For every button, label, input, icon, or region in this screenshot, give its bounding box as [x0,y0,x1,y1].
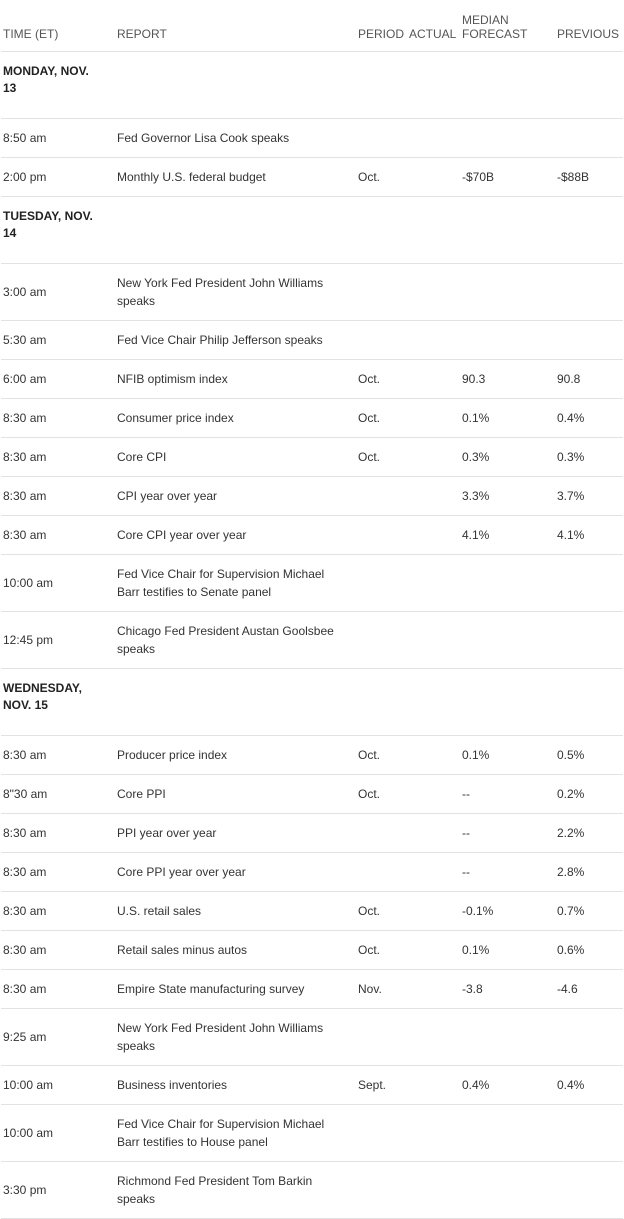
day-row-spacer [356,52,407,119]
cell-actual [407,438,460,477]
cell-period: Oct. [356,158,407,197]
cell-actual [407,775,460,814]
header-period: PERIOD [356,0,407,52]
cell-period [356,814,407,853]
cell-time: 8:30 am [1,931,115,970]
cell-period [356,1162,407,1219]
cell-report: Core PPI year over year [115,853,356,892]
cell-period [356,555,407,612]
cell-forecast [460,321,555,360]
cell-report: New York Fed President John Williams speaks [115,264,356,321]
cell-forecast: 0.1% [460,736,555,775]
cell-period: Sept. [356,1066,407,1105]
cell-previous [555,321,623,360]
cell-forecast: 4.1% [460,516,555,555]
cell-forecast: -3.8 [460,970,555,1009]
cell-period [356,1009,407,1066]
cell-actual [407,612,460,669]
cell-previous: 0.5% [555,736,623,775]
table-row [1,399,623,438]
cell-previous: 0.4% [555,1066,623,1105]
cell-previous: 0.3% [555,438,623,477]
table-row [1,1009,623,1066]
cell-actual [407,477,460,516]
day-row-spacer [356,669,407,736]
table-row [1,1105,623,1162]
table-row [1,931,623,970]
cell-period [356,477,407,516]
cell-period [356,1105,407,1162]
header-previous: PREVIOUS [555,0,623,52]
cell-time: 10:00 am [1,555,115,612]
cell-time: 10:00 am [1,1066,115,1105]
cell-forecast [460,1105,555,1162]
table-row [1,119,623,158]
cell-forecast: 0.4% [460,1066,555,1105]
cell-report: Core PPI [115,775,356,814]
cell-actual [407,736,460,775]
cell-actual [407,516,460,555]
day-row-spacer [555,52,623,119]
cell-forecast: -- [460,853,555,892]
day-label: WEDNESDAY, NOV. 15 [1,669,115,736]
header-row [1,0,623,52]
cell-actual [407,1162,460,1219]
cell-report: U.S. retail sales [115,892,356,931]
cell-time: 8:30 am [1,853,115,892]
cell-period [356,264,407,321]
header-median-forecast [460,0,555,52]
day-label: TUESDAY, NOV. 14 [1,197,115,264]
table-row [1,1066,623,1105]
day-row-spacer [407,669,460,736]
day-row-spacer [555,197,623,264]
cell-time: 8:30 am [1,814,115,853]
cell-period [356,321,407,360]
day-row-spacer [115,52,356,119]
day-row-spacer [460,52,555,119]
cell-forecast [460,1162,555,1219]
cell-previous [555,612,623,669]
cell-actual [407,892,460,931]
day-header-row [1,197,623,264]
cell-forecast: 0.3% [460,438,555,477]
cell-time: 8:30 am [1,438,115,477]
table-header [1,0,623,52]
cell-report: Richmond Fed President Tom Barkin speaks [115,1162,356,1219]
cell-report: Fed Vice Chair for Supervision Michael Barr testifies to House panel [115,1105,356,1162]
cell-time: 8:30 am [1,516,115,555]
cell-report: Producer price index [115,736,356,775]
cell-period [356,612,407,669]
day-row-spacer [407,197,460,264]
cell-report: Core CPI year over year [115,516,356,555]
header-forecast-line2: FORECAST [462,27,528,41]
cell-actual [407,555,460,612]
cell-period [356,853,407,892]
day-row-spacer [555,669,623,736]
cell-report: Empire State manufacturing survey [115,970,356,1009]
cell-forecast [460,612,555,669]
table-row [1,1162,623,1219]
cell-forecast: -- [460,814,555,853]
cell-time: 9:25 am [1,1009,115,1066]
cell-time: 8:30 am [1,736,115,775]
cell-report: Chicago Fed President Austan Goolsbee speaks [115,612,356,669]
cell-forecast: -$70B [460,158,555,197]
cell-previous [555,264,623,321]
cell-report: PPI year over year [115,814,356,853]
day-row-spacer [115,197,356,264]
cell-forecast [460,119,555,158]
cell-time: 3:00 am [1,264,115,321]
cell-time: 2:00 pm [1,158,115,197]
cell-previous [555,1105,623,1162]
day-row-spacer [407,52,460,119]
cell-actual [407,1105,460,1162]
day-row-spacer [115,669,356,736]
cell-time: 8:30 am [1,399,115,438]
cell-period: Oct. [356,892,407,931]
header-report: REPORT [115,0,356,52]
cell-actual [407,931,460,970]
cell-previous: 0.6% [555,931,623,970]
cell-actual [407,970,460,1009]
cell-previous [555,555,623,612]
day-row-spacer [356,197,407,264]
cell-previous: 0.2% [555,775,623,814]
cell-report: Business inventories [115,1066,356,1105]
cell-time: 8:30 am [1,477,115,516]
table-row [1,775,623,814]
cell-actual [407,1066,460,1105]
table-row [1,158,623,197]
cell-time: 8"30 am [1,775,115,814]
table-row [1,264,623,321]
table-row [1,516,623,555]
header-actual: ACTUAL [407,0,460,52]
cell-previous: 2.8% [555,853,623,892]
day-header-row [1,669,623,736]
cell-previous [555,1162,623,1219]
cell-forecast: 0.1% [460,931,555,970]
day-header-row [1,52,623,119]
cell-forecast: 0.1% [460,399,555,438]
cell-period: Oct. [356,736,407,775]
cell-report: Fed Governor Lisa Cook speaks [115,119,356,158]
cell-actual [407,264,460,321]
cell-forecast [460,264,555,321]
cell-forecast: 3.3% [460,477,555,516]
cell-previous: 2.2% [555,814,623,853]
cell-time: 8:30 am [1,970,115,1009]
day-label: MONDAY, NOV. 13 [1,52,115,119]
cell-previous: -$88B [555,158,623,197]
cell-previous [555,1009,623,1066]
cell-actual [407,399,460,438]
header-forecast-line1: MEDIAN [462,13,509,27]
cell-actual [407,1009,460,1066]
table-row [1,853,623,892]
cell-actual [407,119,460,158]
cell-report: Retail sales minus autos [115,931,356,970]
cell-period: Oct. [356,775,407,814]
cell-time: 3:30 pm [1,1162,115,1219]
cell-time: 12:45 pm [1,612,115,669]
cell-period: Oct. [356,399,407,438]
cell-actual [407,158,460,197]
economic-calendar-table [1,0,623,1219]
cell-previous [555,119,623,158]
cell-period: Oct. [356,931,407,970]
cell-previous: 4.1% [555,516,623,555]
cell-report: Core CPI [115,438,356,477]
table-row [1,612,623,669]
table-row [1,892,623,931]
table-row [1,970,623,1009]
cell-previous: 3.7% [555,477,623,516]
cell-period: Oct. [356,360,407,399]
cell-actual [407,360,460,399]
cell-forecast: 90.3 [460,360,555,399]
cell-forecast: -- [460,775,555,814]
cell-time: 8:50 am [1,119,115,158]
cell-report: CPI year over year [115,477,356,516]
day-row-spacer [460,669,555,736]
header-time: TIME (ET) [1,0,115,52]
cell-report: Consumer price index [115,399,356,438]
cell-period: Oct. [356,438,407,477]
cell-previous: -4.6 [555,970,623,1009]
cell-period [356,516,407,555]
cell-time: 8:30 am [1,892,115,931]
cell-actual [407,814,460,853]
cell-time: 10:00 am [1,1105,115,1162]
cell-report: NFIB optimism index [115,360,356,399]
cell-report: Fed Vice Chair Philip Jefferson speaks [115,321,356,360]
table-row [1,814,623,853]
cell-time: 5:30 am [1,321,115,360]
table-row [1,321,623,360]
table-row [1,438,623,477]
cell-report: Fed Vice Chair for Supervision Michael Barr testifies to Senate panel [115,555,356,612]
cell-previous: 0.7% [555,892,623,931]
cell-previous: 0.4% [555,399,623,438]
cell-forecast: -0.1% [460,892,555,931]
cell-period [356,119,407,158]
table-body [1,52,623,1219]
cell-report: Monthly U.S. federal budget [115,158,356,197]
table-row [1,555,623,612]
cell-period: Nov. [356,970,407,1009]
cell-forecast [460,555,555,612]
table-row [1,360,623,399]
cell-previous: 90.8 [555,360,623,399]
table-row [1,477,623,516]
cell-actual [407,853,460,892]
cell-actual [407,321,460,360]
cell-forecast [460,1009,555,1066]
cell-report: New York Fed President John Williams speaks [115,1009,356,1066]
day-row-spacer [460,197,555,264]
cell-time: 6:00 am [1,360,115,399]
table-row [1,736,623,775]
